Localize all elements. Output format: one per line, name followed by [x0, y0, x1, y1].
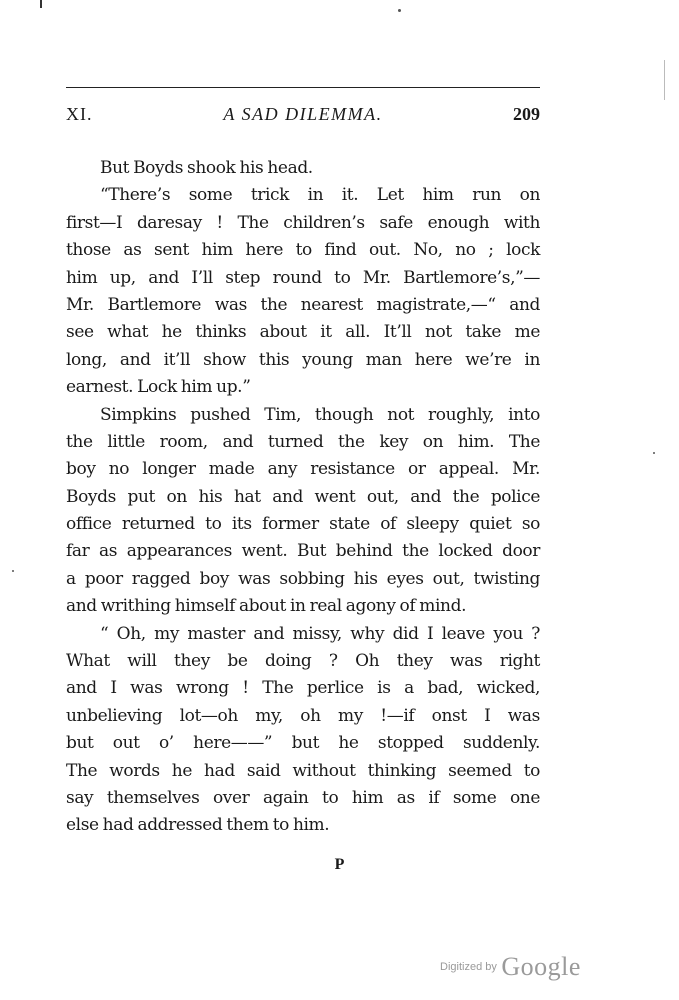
page-number: 209 [513, 104, 540, 124]
signature-mark: P [334, 856, 345, 873]
chapter-number: XI. [66, 104, 93, 124]
text-line: Mr. Bartlemore was the nearest magistrate,—“ and [66, 294, 540, 315]
text-line: The words he had said without thinking seemed to [66, 760, 540, 781]
text-line: see what he thinks about it all. It’ll not take me [66, 322, 540, 343]
text-line: “ Oh, my master and missy, why did I leave you ? [100, 623, 540, 644]
text-line: boy no longer made any resistance or appeal. Mr. [66, 459, 540, 480]
text-line: earnest. Lock him up.” [66, 377, 251, 398]
dust-speck [398, 9, 401, 12]
text-line: office returned to its former state of sleepy quiet so [66, 514, 540, 535]
text-line: those as sent him here to find out. No, no ; lock [66, 240, 540, 261]
text-line: But Boyds shook his head. [100, 158, 313, 178]
header-rule [66, 87, 540, 88]
text-line: Boyds put on his hat and went out, and the police [66, 486, 540, 507]
watermark-prefix: Digitized by [440, 961, 497, 973]
text-line: him up, and I’ll step round to Mr. Bartlemore’s,”— [66, 267, 540, 288]
running-header [66, 104, 540, 130]
text-line: “There’s some trick in it. Let him run on [100, 185, 540, 206]
text-line: Simpkins pushed Tim, though not roughly, into [100, 404, 540, 425]
text-line: first—I daresay ! The children’s safe enough with [66, 212, 540, 233]
page-body [66, 155, 540, 840]
text-line: far as appearances went. But behind the locked door [66, 541, 540, 562]
text-line: say themselves over again to him as if some one [66, 787, 540, 808]
text-line: a poor ragged boy was sobbing his eyes out, twisting [66, 568, 540, 589]
text-line: What will they be doing ? Oh they was right [66, 651, 540, 672]
digitization-watermark [440, 952, 581, 982]
text-line: the little room, and turned the key on him. The [66, 431, 540, 452]
watermark-brand: Google [501, 952, 581, 981]
running-title: A SAD DILEMMA. [223, 104, 383, 124]
dust-speck [12, 570, 14, 572]
text-line: but out o’ here——” but he stopped suddenly. [66, 733, 540, 754]
dust-speck [653, 452, 655, 454]
text-line: unbelieving lot—oh my, oh my !—if onst I was [66, 705, 540, 726]
text-line: and writhing himself about in real agony of mind. [66, 596, 467, 617]
text-line: long, and it’ll show this young man here we’re in [66, 349, 540, 370]
text-line: else had addressed them to him. [66, 815, 330, 836]
scan-edge-mark [40, 0, 42, 8]
scan-edge-line [664, 60, 665, 100]
text-line: and I was wrong ! The perlice is a bad, wicked, [66, 678, 540, 699]
